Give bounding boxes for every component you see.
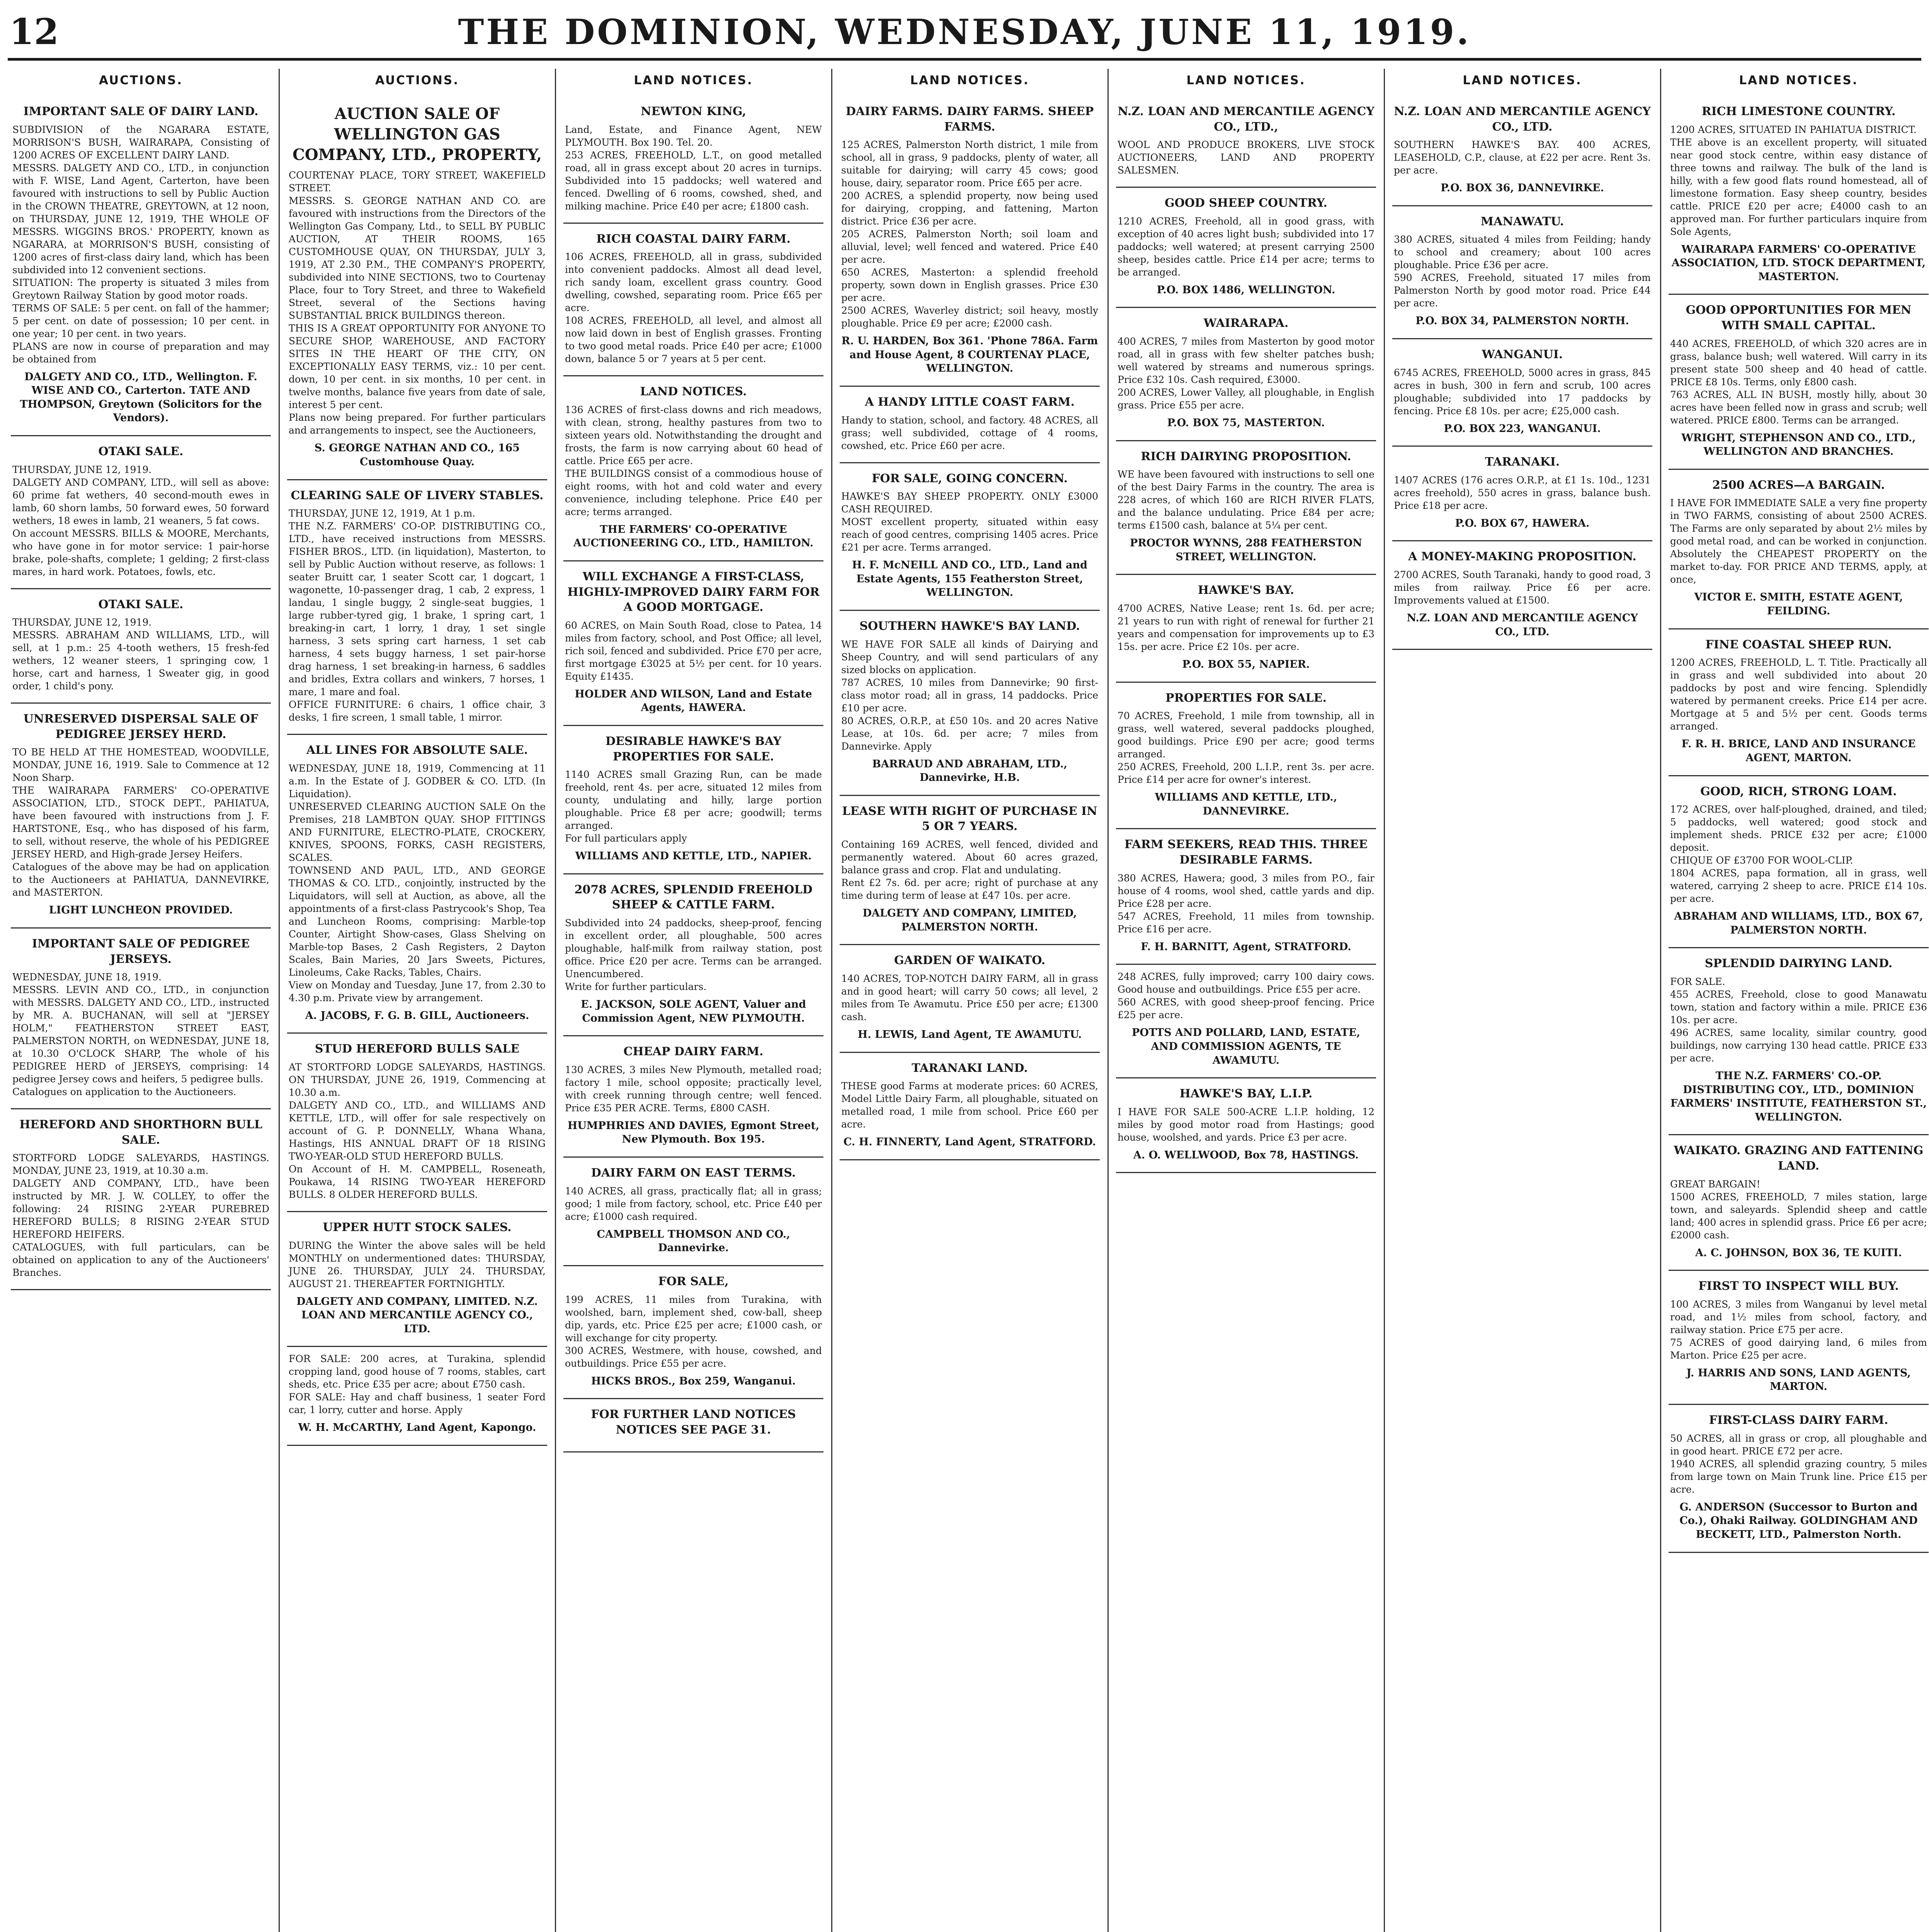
column-2 [282,73,553,1932]
advertisement [287,1212,547,1347]
ad-body: 125 ACRES, Palmerston North district, 1 mile from school, all in grass, 9 paddocks, plenty of water, all suitable for dairying; will carry 45 cows; good house, dairy, separator room. Price £65 per acre. 200 ACRES, a splendid property, now being used for dairying, cropping, and fattening, Marton district. Price £36 per acre. 205 ACRES, Palmerston North; soil loam and alluvial, level; well fenced and watered. Price £40 per acre. 650 ACRES, Masterton: a splendid freehold property, sown down in English grasses. Price £30 per acre. 2500 ACRES, Waverley district; soil heavy, mostly ploughable. Price £9 per acre; £2000 cash. [841,139,1098,329]
advertisement [1669,629,1929,776]
ad-title: PROPERTIES FOR SALE. [1165,691,1327,705]
ad-body: 1200 ACRES, FREEHOLD, L. T. Title. Practically all in grass and well subdivided into about 20 paddocks by post and wire fencing. Splendidly watered by permanent creeks. Price £14 per acre. Mortgage at 5 and 5½ per cent. Goods terms arranged. [1670,657,1927,732]
column-header: AUCTIONS. [99,73,183,87]
ad-title: SOUTHERN HAWKE'S BAY LAND. [859,619,1080,633]
ad-body: Containing 169 ACRES, well fenced, divided and permanently watered. About 60 acres grazed, balance grass and crop. Flat and undulating. Rent £2 7s. 6d. per acre; right of purchase at any time during term of lease at £47 10s. per acre. [841,839,1098,901]
ad-title: WAIKATO. GRAZING AND FATTENING LAND. [1674,1144,1924,1173]
ad-signature: P.O. BOX 36, DANNEVIRKE. [1441,182,1604,194]
ad-body: 1407 ACRES (176 acres O.R.P., at £1 1s. 10d., 1231 acres freehold), 550 acres in grass, balance bush. Price £18 per acre. [1394,474,1651,511]
advertisement [840,1053,1100,1160]
ad-title: HEREFORD AND SHORTHORN BULL SALE. [19,1118,262,1147]
ad-body: 248 ACRES, fully improved; carry 100 dairy cows. Good house and outbuildings. Price £55 per acre. 560 ACRES, with good sheep-proof fencing. Price £25 per acre. [1118,971,1374,1021]
column-1 [5,73,276,1932]
advertisement [11,96,271,436]
ad-signature: P.O. BOX 75, MASTERTON. [1167,417,1325,429]
advertisement [1116,188,1376,308]
ad-title: CHEAP DAIRY FARM. [623,1045,764,1059]
ad-body: FOR SALE: 200 acres, at Turakina, splendid cropping land, good house of 7 rooms, stables, cart sheds, etc. Price £35 per acre; about £750 cash. FOR SALE: Hay and chaff business, 1 seater Ford car, 1 lorry, cutter and horse. Apply [289,1353,546,1416]
ad-signature: S. GEORGE NATHAN AND CO., 165 Customhouse Quay. [314,442,520,468]
advertisement [563,1266,823,1399]
advertisement [563,1158,823,1266]
ad-body: 60 ACRES, on Main South Road, close to Patea, 14 miles from factory, school, and Post Office; all level, rich soil, fenced and subdivided. Price £70 per acre, first mortgage £3025 at 5½ per cent. for 10 years. Equity £1435. [565,619,822,682]
advertisement [11,1109,271,1290]
ad-signature: HOLDER AND WILSON, Land and Estate Agents, HAWERA. [575,688,812,714]
ad-signature: BARRAUD AND ABRAHAM, LTD., Dannevirke, H.B. [872,758,1067,784]
advertisement [1116,308,1376,441]
ad-signature: F. R. H. BRICE, LAND AND INSURANCE AGENT, MARTON. [1681,738,1916,764]
ad-signature: F. H. BARNITT, Agent, STRATFORD. [1141,940,1351,953]
column-6 [1387,73,1658,1932]
advertisement [1116,683,1376,830]
ad-title: DESIRABLE HAWKE'S BAY PROPERTIES FOR SALE. [605,734,782,764]
ad-body: GREAT BARGAIN! 1500 ACRES, FREEHOLD, 7 miles station, large town, and saleyards. Splendid sheep and cattle land; 400 acres in splendid grass. Price £6 per acre; £2000 cash. [1670,1178,1927,1241]
ad-title: FINE COASTAL SHEEP RUN. [1705,638,1892,651]
column-5 [1111,73,1381,1932]
ad-title: TARANAKI. [1485,455,1560,469]
ad-title: RICH COASTAL DAIRY FARM. [596,232,791,246]
column-header: LAND NOTICES. [910,73,1029,87]
ad-signature: P.O. BOX 34, PALMERSTON NORTH. [1415,315,1629,327]
ad-body: HAWKE'S BAY SHEEP PROPERTY. ONLY £3000 CASH REQUIRED. MOST excellent property, situated within easy reach of good centres, comprising 1405 acres. Price £21 per acre. Terms arranged. [841,491,1098,553]
ad-body: 1210 ACRES, Freehold, all in good grass, with exception of 40 acres light bush; subdivided into 17 paddocks; well watered; at present carrying 2500 sheep, besides cattle. Price £14 per acre; terms to be arranged. [1118,215,1374,278]
advertisement [11,704,271,929]
column-header: LAND NOTICES. [1739,73,1858,87]
ad-title: IMPORTANT SALE OF PEDIGREE JERSEYS. [32,937,250,966]
advertisement [563,874,823,1036]
ad-title: AUCTION SALE OF WELLINGTON GAS COMPANY, LTD., PROPERTY, [293,104,542,164]
ad-body: I HAVE FOR IMMEDIATE SALE a very fine property in TWO FARMS, consisting of about 2500 ACRES. The Farms are only separated by about 2½ miles by good metal road, and can be worked in conjunction. Absolutely the CHEAPEST PROPERTY on the market to-day. FOR PRICE AND TERMS, apply, at once, [1670,497,1927,585]
ad-body: 6745 ACRES, FREEHOLD, 5000 acres in grass, 845 acres in bush, 300 in fern and scrub, 100 acres ploughable; subdivided into 17 paddocks by fencing. Price £8 10s. per acre; £25,000 cash. [1394,367,1651,417]
ad-body: 50 ACRES, all in grass or crop, all ploughable and in good heart. PRICE £72 per acre. 1940 ACRES, all splendid grazing country, 5 miles from large town on Main Trunk line. Price £15 per acre. [1670,1432,1927,1495]
advertisement [563,376,823,561]
ad-body: WE have been favoured with instructions to sell one of the best Dairy Farms in the country. The area is 228 acres, of which 160 are RICH RIVER FLATS, and the balance undulating. Price £84 per acre; terms £1500 cash, balance at 5¼ per cent. [1118,469,1374,531]
column-header: LAND NOTICES. [634,73,753,87]
ad-title: GOOD SHEEP COUNTRY. [1164,196,1327,210]
advertisement [840,463,1100,611]
advertisement [287,1347,547,1446]
ad-title: RICH LIMESTONE COUNTRY. [1701,104,1896,118]
advertisement [11,929,271,1109]
ad-signature: J. HARRIS AND SONS, LAND AGENTS, MARTON. [1686,1367,1911,1393]
ad-signature: WRIGHT, STEPHENSON AND CO., LTD., WELLINGTON AND BRANCHES. [1681,432,1916,458]
ad-body: WOOL AND PRODUCE BROKERS, LIVE STOCK AUCTIONEERS, LAND AND PROPERTY SALESMEN. [1118,139,1374,176]
advertisement [563,726,823,874]
ad-title: A HANDY LITTLE COAST FARM. [865,395,1075,409]
advertisement [1116,965,1376,1078]
ad-body: Handy to station, school, and factory. 48 ACRES, all grass; well subdivided, cottage of 4 rooms, cowshed, etc. Price £60 per acre. [841,414,1098,451]
ad-signature: ABRAHAM AND WILLIAMS, LTD., BOX 67, PALMERSTON NORTH. [1674,910,1923,936]
ad-body: WE HAVE FOR SALE all kinds of Dairying and Sheep Country, and will send particulars of any sized blocks on application. 787 ACRES, 10 miles from Dannevirke; 90 first-class motor road; all in grass, 14 paddocks. Price £10 per acre. 80 ACRES, O.R.P., at £50 10s. and 20 acres Native Lease, at 10s. 6d. per acre; 7 miles from Dannevirke. Apply [841,638,1098,752]
advertisement [1116,96,1376,188]
ad-title: HAWKE'S BAY. [1198,583,1295,597]
ad-title: GOOD, RICH, STRONG LOAM. [1700,784,1897,798]
ad-body: WEDNESDAY, JUNE 18, 1919. MESSRS. LEVIN AND CO., LTD., in conjunction with MESSRS. DALGETY AND CO., LTD., instructed by MR. A. BUCHANAN, will sell at "JERSEY HOLM," FEATHERSTON STREET EAST, PALMERSTON NORTH, on WEDNESDAY, JUNE 18, at 10.30 O'CLOCK SHARP, The whole of his PEDIGREE HERD of JERSEYS, comprising: 14 pedigree Jersey cows and heifers, 5 pedigree bulls. Catalogues on application to the Auctioneers. [12,971,269,1098]
ad-title: FOR FURTHER LAND NOTICES NOTICES SEE PAGE 31. [591,1408,796,1437]
ad-signature: A. JACOBS, F. G. B. GILL, Auctioneers. [305,1009,529,1022]
ad-body: 106 ACRES, FREEHOLD, all in grass, subdivided into convenient paddocks. Almost all dead level, rich sandy loam, excellent grass country. Good dwelling, cowshed, separating room. Price £65 per acre. 108 ACRES, FREEHOLD, all level, and almost all now laid down in best of English grasses. Fronting to two good metal roads. Price £40 per acre; £1000 down, balance 5 or 7 years at 5 per cent. [565,251,822,365]
ad-body: 199 ACRES, 11 miles from Turakina, with woolshed, barn, implement shed, cow-ball, sheep dip, yards, etc. Price £25 per acre; £1000 cash, or will exchange for city property. 300 ACRES, Westmere, with house, cowshed, and outbuildings. Price £55 per acre. [565,1294,822,1369]
ad-signature: A. C. JOHNSON, BOX 36, TE KUITI. [1695,1247,1902,1259]
ad-body: Land, Estate, and Finance Agent, NEW PLYMOUTH. Box 190. Tel. 20. 253 ACRES, FREEHOLD, L.T., on good metalled road, all in grass except about 20 acres in turnips. Subdivided into 15 paddocks; well watered and fenced. Dwelling of 6 rooms, cowshed, shed, and milking machine. Price £40 per acre; £1800 cash. [565,124,822,212]
advertisement [1116,575,1376,682]
advertisement [11,589,271,704]
ad-title: FARM SEEKERS, READ THIS. THREE DESIRABLE FARMS. [1124,838,1368,867]
ad-body: THURSDAY, JUNE 12, 1919. MESSRS. ABRAHAM AND WILLIAMS, LTD., will sell, at 1 p.m.: 25 4-tooth wethers, 15 fresh-fed wethers, 12 weaner steers, 1 springing cow, 1 horse, cart and harness, 1 Sweater gig, in good order, 1 child's pony. [12,617,269,692]
column-header: AUCTIONS. [375,73,459,87]
advertisement [1116,1078,1376,1173]
ad-signature: P.O. BOX 55, NAPIER. [1182,658,1310,670]
ad-body: SOUTHERN HAWKE'S BAY. 400 ACRES, LEASEHOLD, C.P., clause, at £22 per acre. Rent 3s. per acre. [1394,139,1651,176]
advertisement [563,1036,823,1158]
ad-body: 1200 ACRES, SITUATED IN PAHIATUA DISTRICT. THE above is an excellent property, will situated near good stock centre, within easy distance of three towns and railway. The bulk of the land is hilly, with a few good flats round homestead, all of limestone formation. Easy sheep country, besides cattle. PRICE £20 per acre; £4000 cash to an approved man. For further particulars inquire from Sole Agents, [1670,124,1927,237]
ad-title: FIRST-CLASS DAIRY FARM. [1709,1413,1888,1427]
ad-body: 172 ACRES, over half-ploughed, drained, and tiled; 5 paddocks, well watered; good stock and implement sheds. PRICE £32 per acre; £1000 deposit. CHIQUE OF £3700 FOR WOOL-CLIP. 1804 ACRES, papa formation, all in grass, well watered, carrying 2 sheep to acre. PRICE £14 10s. per acre. [1670,804,1927,905]
advertisement [287,96,547,480]
ad-title: UNRESERVED DISPERSAL SALE OF PEDIGREE JERSEY HERD. [23,712,259,741]
column-rule [831,69,832,1932]
column-rule [555,69,556,1932]
column-rule [279,69,280,1932]
newspaper-title: THE DOMINION, WEDNESDAY, JUNE 11, 1919. [458,12,1471,53]
advertisement [840,945,1100,1053]
ad-body: THURSDAY, JUNE 12, 1919. DALGETY AND COMPANY, LTD., will sell as above: 60 prime fat wethers, 40 second-mouth ewes in lamb, 60 shorn lambs, 50 forward ewes, 50 forward wethers, 18 ewes in lamb, 21 weaners, 5 fat cows. On account MESSRS. BILLS & MOORE, Merchants, who have gone in for motor service: 1 pair-horse brake, pole-shafts, complete; 1 gelding; 2 first-class mares, in hard work. Potatoes, fowls, etc. [12,464,269,577]
ad-title: WAIRARAPA. [1203,316,1289,330]
ad-signature: DALGETY AND COMPANY, LIMITED, PALMERSTON NORTH. [862,907,1077,933]
column-7 [1663,73,1929,1932]
ad-title: FIRST TO INSPECT WILL BUY. [1698,1279,1899,1293]
ad-signature: DALGETY AND COMPANY, LIMITED. N.Z. LOAN AND MERCANTILE AGENCY CO., LTD. [296,1295,538,1335]
ad-title: OTAKI SALE. [98,597,184,611]
ad-title: UPPER HUTT STOCK SALES. [323,1220,512,1234]
masthead-rule [8,58,1921,61]
ad-body: 136 ACRES of first-class downs and rich meadows, with clean, strong, healthy pastures from two to sixteen years old. Notwithstanding the drought and frosts, the farm is now carrying about 60 head of cattle. Price £65 per acre. THE BUILDINGS consist of a commodious house of eight rooms, with hot and cold water and every convenience, including telephone. Price £40 per acre; terms arranged. [565,404,822,517]
ad-signature: W. H. McCARTHY, Land Agent, Kapongo. [298,1422,536,1434]
column-4 [834,73,1105,1932]
ad-signature: P.O. BOX 67, HAWERA. [1455,517,1590,529]
ad-signature: WILLIAMS AND KETTLE, LTD., DANNEVIRKE. [1155,791,1337,817]
ad-title: N.Z. LOAN AND MERCANTILE AGENCY CO., LTD. [1394,104,1651,134]
advertisement [1392,206,1652,339]
advertisement [563,224,823,377]
advertisement [563,1399,823,1452]
ad-title: IMPORTANT SALE OF DAIRY LAND. [23,104,259,118]
column-header: LAND NOTICES. [1463,73,1582,87]
ad-signature: C. H. FINNERTY, Land Agent, STRATFORD. [843,1136,1096,1148]
advertisement [1669,948,1929,1135]
ad-signature: THE N.Z. FARMERS' CO.-OP. DISTRIBUTING COY., LTD., DOMINION FARMERS' INSTITUTE, FEATHERSTON ST., WELLINGTON. [1670,1070,1927,1123]
ad-signature: WILLIAMS AND KETTLE, LTD., NAPIER. [575,850,812,862]
ad-body: AT STORTFORD LODGE SALEYARDS, HASTINGS. ON THURSDAY, JUNE 26, 1919, Commencing at 10.30 a.m. DALGETY AND CO., LTD., and WILLIAMS AND KETTLE, LTD., will offer for sale respectively on account of G. P. DONNELLY, Whana Whana, Hastings, HIS ANNUAL DRAFT OF 18 RISING TWO-YEAR-OLD STUD HEREFORD BULLS. On Account of H. M. CAMPBELL, Roseneath, Poukawa, 14 RISING TWO-YEAR HEREFORD BULLS. 8 OLDER HEREFORD BULLS. [289,1061,546,1200]
advertisement [1669,470,1929,629]
ad-body: FOR SALE. 455 ACRES, Freehold, close to good Manawatu town, station and factory within a mile. PRICE £36 10s. per acre. 496 ACRES, same locality, similar country, good buildings, now carrying 130 head cattle. PRICE £33 per acre. [1670,976,1927,1064]
column-rule [1660,69,1661,1932]
column-3 [558,73,829,1932]
ad-title: WANGANUI. [1482,347,1563,361]
ad-signature: WAIRARAPA FARMERS' CO-OPERATIVE ASSOCIATION, LTD. STOCK DEPARTMENT, MASTERTON. [1671,243,1926,283]
ad-signature: R. U. HARDEN, Box 361. 'Phone 786A. Farm and House Agent, 8 COURTENAY PLACE, WELLINGTON. [841,335,1098,375]
ad-body: 400 ACRES, 7 miles from Masterton by good motor road, all in grass with few shelter patches bush; well watered by streams and numerous springs. Price £32 10s. Cash required, £3000. 200 ACRES, Lower Valley, all ploughable, in English grass. Price £55 per acre. [1118,335,1374,411]
ad-title: TARANAKI LAND. [912,1061,1028,1075]
advertisement [11,436,271,589]
ad-body: STORTFORD LODGE SALEYARDS, HASTINGS. MONDAY, JUNE 23, 1919, at 10.30 a.m. DALGETY AND COMPANY, LTD., have been instructed by MR. J. W. COLLEY, to offer the following: 24 RISING 2-YEAR PUREBRED HEREFORD BULLS; 8 RISING 2-YEAR STUD HEREFORD HEIFERS. CATALOGUES, with full particulars, can be obtained on application to any of the Auctioneers' Branches. [12,1152,269,1279]
advertisement [287,480,547,735]
ad-signature: P.O. BOX 223, WANGANUI. [1444,422,1601,435]
ad-title: HAWKE'S BAY, L.I.P. [1179,1087,1313,1101]
advertisement [1392,541,1652,650]
ad-title: WILL EXCHANGE A FIRST-CLASS, HIGHLY-IMPROVED DAIRY FARM FOR A GOOD MORTGAGE. [567,570,820,614]
advertisement [1392,339,1652,447]
ad-signature: PROCTOR WYNNS, 288 FEATHERSTON STREET, WELLINGTON. [1130,537,1362,563]
ad-body: 70 ACRES, Freehold, 1 mile from township, all in grass, well watered, several paddocks ploughed, good buildings. Price £90 per acre; good terms arranged. 250 ACRES, Freehold, 200 L.I.P., rent 3s. per acre. Price £14 per acre for owner's interest. [1118,710,1374,786]
ad-title: SPLENDID DAIRYING LAND. [1704,957,1893,971]
ad-signature: CAMPBELL THOMSON AND CO., Dannevirke. [597,1228,790,1254]
ad-body: 4700 ACRES, Native Lease; rent 1s. 6d. per acre; 21 years to run with right of renewal for further 21 years and compensation for improvements up to £3 15s. per acre. Price £2 10s. per acre. [1118,602,1374,652]
ad-signature: HICKS BROS., Box 259, Wanganui. [591,1375,796,1387]
ad-body: Subdivided into 24 paddocks, sheep-proof, fencing in excellent order, all ploughable, 500 acres ploughable, half-milk from railway station, post office. Price £20 per acre. Terms can be arranged. Unencumbered. Write for further particulars. [565,917,822,992]
ad-title: RICH DAIRYING PROPOSITION. [1141,449,1351,463]
ad-signature: DALGETY AND CO., LTD., Wellington. F. WISE AND CO., Carterton. TATE AND THOMPSON, Greytown (Solicitors for the Vendors). [20,371,262,424]
ad-signature: N.Z. LOAN AND MERCANTILE AGENCY CO., LTD. [1407,612,1638,638]
ad-title: DAIRY FARMS. DAIRY FARMS. SHEEP FARMS. [845,104,1094,134]
ad-body: 140 ACRES, all grass, practically flat; all in grass; good; 1 mile from factory, school, etc. Price £40 per acre; £1000 cash required. [565,1185,822,1222]
advertisement [840,387,1100,463]
advertisement [1392,447,1652,541]
ad-signature: LIGHT LUNCHEON PROVIDED. [49,904,233,917]
ad-signature: H. F. McNEILL AND CO., LTD., Land and Estate Agents, 155 Featherston Street, WELLINGTON. [852,559,1088,599]
ad-body: 1140 ACRES small Grazing Run, can be made freehold, rent 4s. per acre, situated 12 miles from county, undulating and hilly, large portion ploughable. Price £8 per acre; goodwill; terms arranged. For full particulars apply [565,769,822,844]
advertisement [1669,1271,1929,1405]
ad-body: 140 ACRES, TOP-NOTCH DAIRY FARM, all in grass and in good heart; will carry 50 cows; all level, 2 miles from Te Awamutu. Price £50 per acre; £1300 cash. [841,973,1098,1022]
column-rule [1384,69,1385,1932]
ad-title: GARDEN OF WAIKATO. [894,954,1046,968]
advertisement [1669,1135,1929,1271]
ad-title: OTAKI SALE. [98,445,184,458]
ad-title: MANAWATU. [1480,214,1564,228]
advertisement [1392,96,1652,206]
ad-title: CLEARING SALE OF LIVERY STABLES. [291,488,544,502]
ad-signature: P.O. BOX 1486, WELLINGTON. [1157,284,1335,296]
advertisement [1669,295,1929,469]
ad-signature: E. JACKSON, SOLE AGENT, Valuer and Commission Agent, NEW PLYMOUTH. [581,998,806,1024]
ad-signature: G. ANDERSON (Successor to Burton and Co.), Ohaki Railway. GOLDINGHAM AND BECKETT, LTD., Palmerston North. [1679,1501,1918,1541]
column-rule [1107,69,1109,1932]
advertisement [287,1034,547,1212]
ad-title: LEASE WITH RIGHT OF PURCHASE IN 5 OR 7 YEARS. [842,804,1097,833]
ad-title: FOR SALE, GOING CONCERN. [872,471,1068,485]
advertisement [1116,441,1376,575]
ad-body: 380 ACRES, situated 4 miles from Feilding; handy to school and creamery; about 100 acres ploughable. Price £36 per acre. 590 ACRES, Freehold, situated 17 miles from Palmerston North by good motor road. Price £44 per acre. [1394,234,1651,309]
ad-title: N.Z. LOAN AND MERCANTILE AGENCY CO., LTD., [1118,104,1374,134]
ad-body: 130 ACRES, 3 miles New Plymouth, metalled road; factory 1 mile, school opposite; practically level, with creek running through centre; well fenced. Price £35 PER ACRE. Terms, £800 CASH. [565,1064,822,1114]
ad-title: A MONEY-MAKING PROPOSITION. [1408,550,1636,564]
ad-signature: HUMPHRIES AND DAVIES, Egmont Street, New Plymouth. Box 195. [567,1119,820,1146]
ad-title: NEWTON KING, [641,104,746,118]
ad-body: THURSDAY, JUNE 12, 1919, At 1 p.m. THE N.Z. FARMERS' CO-OP. DISTRIBUTING CO., LTD., have received instructions from MESSRS. FISHER BROS., LTD. (in liquidation), Masterton, to sell by Public Auction without reserve, as follows: 1 seater Bruitt car, 1 seater Scott car, 1 dogcart, 1 wagonette, 10-passenger drag, 1 cab, 2 express, 1 landau, 1 single buggy, 2 single-seat buggies, 1 large rubber-tyred gig, 1 brake, 1 spring cart, 1 breaking-in cart, 1 lorry, 1 dray, 1 set single harness, 3 sets spring cart harness, 1 set cab harness, 4 sets buggy harness, 1 set pair-horse drag harness, 1 set breaking-in harness, 6 saddles and bridles, Extra collars and winkers, 7 horses, 1 mare, 1 mare and foal. OFFICE FURNITURE: 6 chairs, 1 office chair, 3 desks, 1 fire screen, 1 small table, 1 mirror. [289,508,546,723]
advertisement [1116,829,1376,965]
advertisement [563,96,823,224]
page-number: 12 [9,11,59,53]
advertisement [1669,776,1929,949]
ad-body: 100 ACRES, 3 miles from Wanganui by level metal road, and 1½ miles from school, factory, and railway station. Price £75 per acre. 75 ACRES of good dairying land, 6 miles from Marton. Price £25 per acre. [1670,1298,1927,1361]
advertisement [840,611,1100,796]
ad-body: DURING the Winter the above sales will be held MONTHLY on undermentioned dates: THURSDAY, JUNE 26. THURSDAY, JULY 24. THURSDAY, AUGUST 21. THEREAFTER FORTNIGHTLY. [289,1240,546,1289]
ad-body: THESE good Farms at moderate prices: 60 ACRES, Model Little Dairy Farm, all ploughable, situated on metalled road, 1 mile from school. Price £60 per acre. [841,1080,1098,1130]
ad-body: 380 ACRES, Hawera; good, 3 miles from P.O., fair house of 4 rooms, wool shed, cattle yards and dip. Price £28 per acre. 547 ACRES, Freehold, 11 miles from township. Price £16 per acre. [1118,872,1374,935]
advertisement [1669,1405,1929,1553]
ad-body: COURTENAY PLACE, TORY STREET, WAKEFIELD STREET. MESSRS. S. GEORGE NATHAN AND CO. are favoured with instructions from the Directors of the Wellington Gas Company, Ltd., to SELL BY PUBLIC AUCTION, AT THEIR ROOMS, 165 CUSTOMHOUSE QUAY, ON THURSDAY, JULY 3, 1919, AT 2.30 P.M., THE COMPANY'S PROPERTY, subdivided into NINE SECTIONS, two to Courtenay Place, four to Tory Street, and three to Wakefield Street, several of the Sections having SUBSTANTIAL BRICK BUILDINGS thereon. THIS IS A GREAT OPPORTUNITY FOR ANYONE TO SECURE SHOP, WAREHOUSE, AND FACTORY SITES IN THE HEART OF THE CITY, ON EXCEPTIONALLY EASY TERMS, viz.: 10 per cent. down, 10 per cent. in six months, 10 per cent. in twelve months, balance five years from date of sale, interest 5 per cent. Plans now being prepared. For further particulars and arrangements to inspect, see the Auctioneers, [289,170,546,436]
advertisement [840,96,1100,387]
ad-title: 2078 ACRES, SPLENDID FREEHOLD SHEEP & CATTLE FARM. [574,883,813,912]
ad-title: FOR SALE, [658,1274,729,1288]
advertisement [287,735,547,1034]
ad-signature: THE FARMERS' CO-OPERATIVE AUCTIONEERING CO., LTD., HAMILTON. [573,523,814,549]
ad-body: I HAVE FOR SALE 500-ACRE L.I.P. holding, 12 miles by good motor road from Hastings; good house, woolshed, and yards. Price £3 per acre. [1118,1106,1374,1143]
ad-body: SUBDIVISION of the NGARARA ESTATE, MORRISON'S BUSH, WAIRARAPA, Consisting of 1200 ACRES OF EXCELLENT DAIRY LAND. MESSRS. DALGETY AND CO., LTD., in conjunction with F. WISE, Land Agent, Carterton, have been favoured with instructions to sell by Public Auction in the CROWN THEATRE, GREYTOWN, at 12 noon, on THURSDAY, JUNE 12, 1919, THE WHOLE OF MESSRS. WIGGINS BROS.' PROPERTY, known as NGARARA, at MORRISON'S BUSH, consisting of 1200 acres of first-class dairy land, which has been subdivided into 12 convenient sections. SITUATION: The property is situated 3 miles from Greytown Railway Station by good motor roads. TERMS OF SALE: 5 per cent. on fall of the hammer; 5 per cent. on date of possession; 10 per cent. in one year; 10 per cent. in two years. PLANS are now in course of preparation and may be obtained from [12,124,269,365]
ad-title: ALL LINES FOR ABSOLUTE SALE. [306,743,528,757]
column-header: LAND NOTICES. [1186,73,1306,87]
ad-signature: POTTS AND POLLARD, LAND, ESTATE, AND COMMISSION AGENTS, TE AWAMUTU. [1132,1027,1360,1066]
ad-signature: H. LEWIS, Land Agent, TE AWAMUTU. [857,1028,1082,1041]
ad-body: 2700 ACRES, South Taranaki, handy to good road, 3 miles from railway. Price £6 per acre. Improvements valued at £1500. [1394,569,1651,606]
ad-body: TO BE HELD AT THE HOMESTEAD, WOODVILLE, MONDAY, JUNE 16, 1919. Sale to Commence at 12 Noon Sharp. THE WAIRARAPA FARMERS' CO-OPERATIVE ASSOCIATION, LTD., STOCK DEPT., PAHIATUA, have been favoured with instructions from J. F. HARTSTONE, Esq., who has disposed of his farm, to sell, without reserve, the whole of his PEDIGREE JERSEY HERD, and High-grade Jersey Heifers. Catalogues of the above may be had on application to the Auctioneers at PAHIATUA, DANNEVIRKE, and MASTERTON. [12,747,269,898]
ad-signature: VICTOR E. SMITH, ESTATE AGENT, FEILDING. [1694,591,1903,617]
ad-title: DAIRY FARM ON EAST TERMS. [591,1166,796,1180]
advertisement [840,796,1100,945]
ad-body: 440 ACRES, FREEHOLD, of which 320 acres are in grass, balance bush; well watered. Will carry in its present state 500 sheep and 40 head of cattle. PRICE £8 10s. Terms, only £800 cash. 763 ACRES, ALL IN BUSH, mostly hilly, about 30 acres have been felled now in grass and scrub; well watered. PRICE £800. Terms can be arranged. [1670,338,1927,426]
ad-title: STUD HEREFORD BULLS SALE [315,1042,520,1056]
masthead [0,0,1929,62]
ad-signature: A. O. WELLWOOD, Box 78, HASTINGS. [1133,1149,1359,1161]
advertisement [1669,96,1929,295]
ad-body: WEDNESDAY, JUNE 18, 1919, Commencing at 11 a.m. In the Estate of J. GODBER & CO. LTD. (In Liquidation). UNRESERVED CLEARING AUCTION SALE On the Premises, 218 LAMBTON QUAY. SHOP FITTINGS AND FURNITURE, ELECTRO-PLATE, CROCKERY, KNIVES, SPOONS, FORKS, CASH REGISTERS, SCALES. TOWNSEND AND PAUL, LTD., AND GEORGE THOMAS & CO. LTD., conjointly, instructed by the Liquidators, will sell at Auction, as above, all the appointments of a first-class Pastrycook's Shop, Tea and Luncheon Rooms, comprising: Marble-top Counter, Airtight Show-cases, Glass Shelving on Marble-top Bases, 2 Cash Registers, 2 Dayton Scales, Bain Maries, 20 Jars Sweets, Pictures, Linoleums, Cake Racks, Tables, Chairs. View on Monday and Tuesday, June 17, from 2.30 to 4.30 p.m. Private view by arrangement. [289,762,546,1003]
advertisement [563,561,823,726]
ad-title: GOOD OPPORTUNITIES FOR MEN WITH SMALL CAPITAL. [1686,303,1912,332]
ad-title: 2500 ACRES—A BARGAIN. [1712,478,1885,492]
ad-title: LAND NOTICES. [640,385,747,399]
